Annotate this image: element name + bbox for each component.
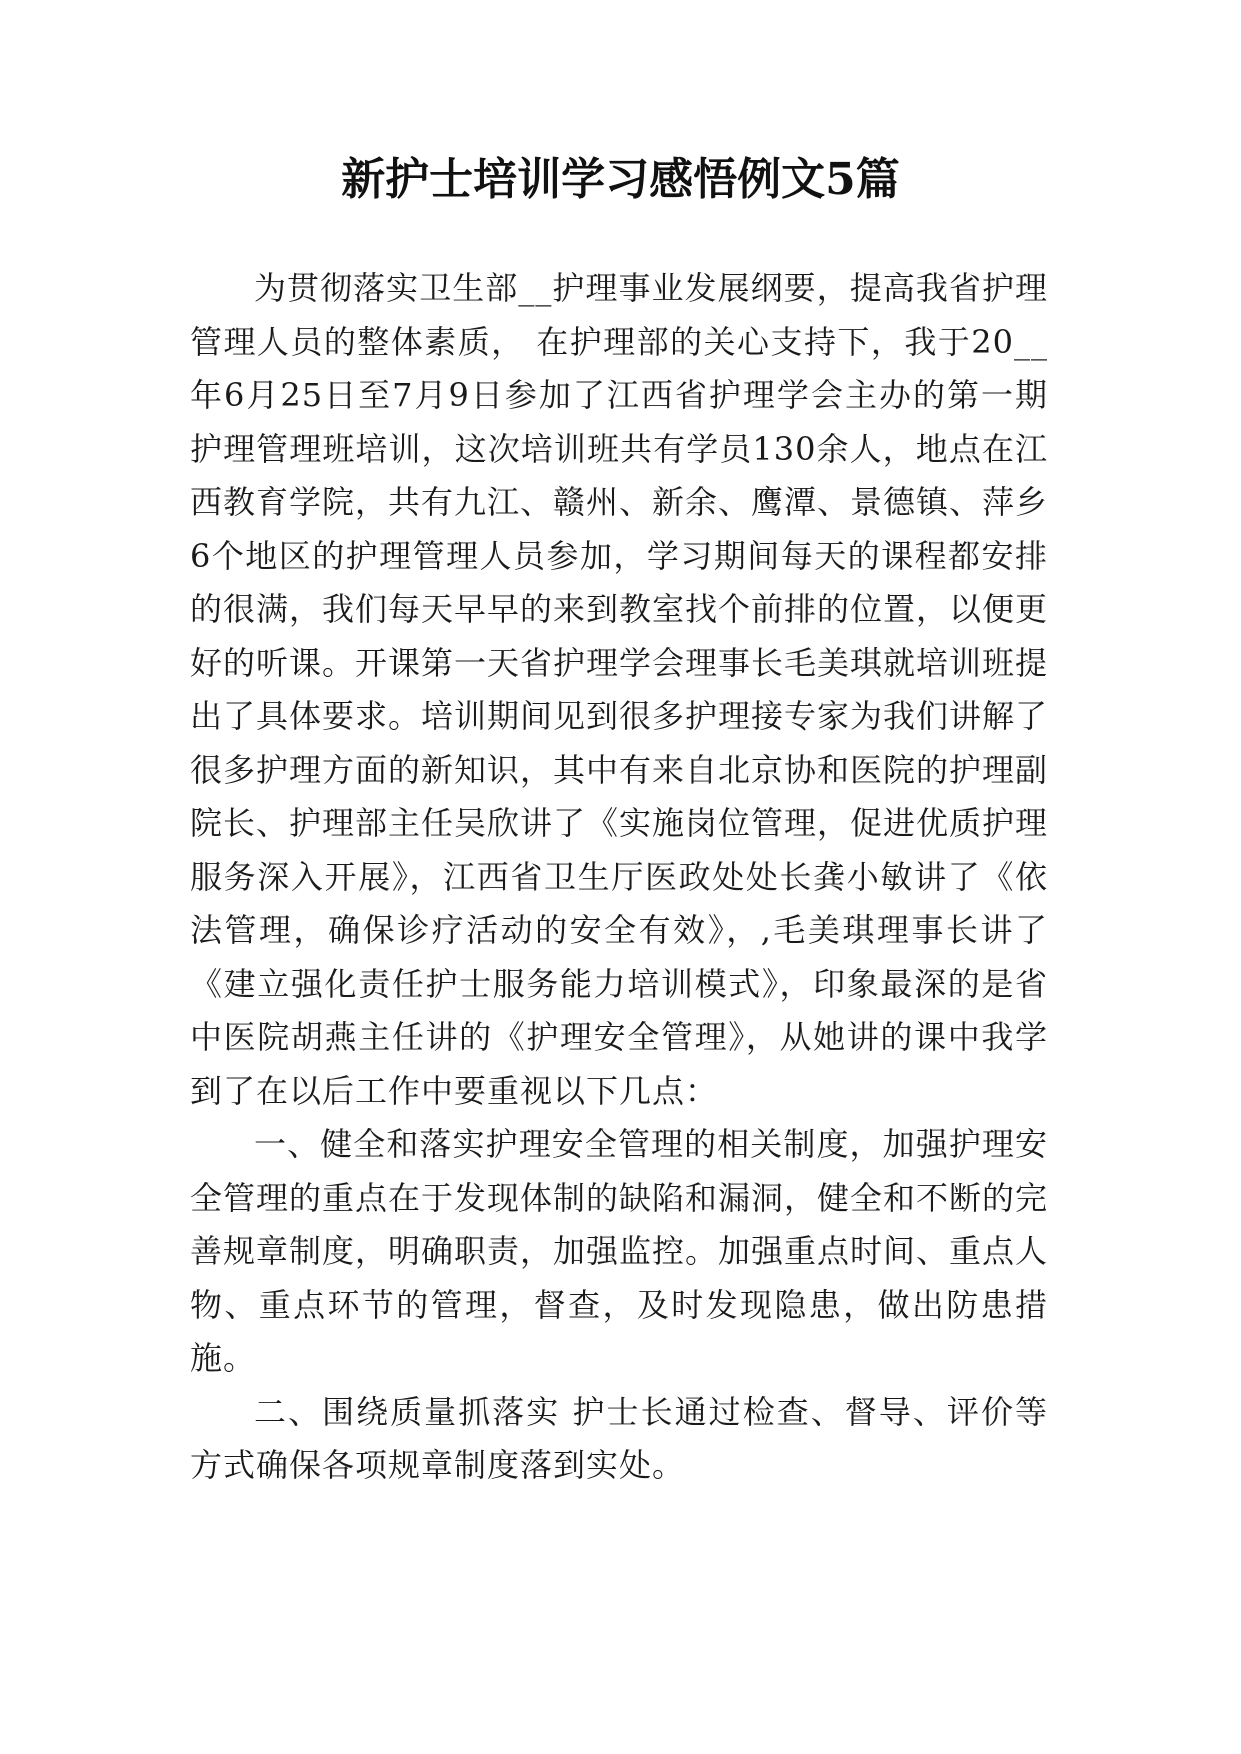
document-body — [190, 262, 1048, 1493]
paragraph-point-two: 二、围绕质量抓落实 护士长通过检查、督导、评价等方式确保各项规章制度落到实处。 — [190, 1392, 1048, 1484]
paragraph-point-one: 一、健全和落实护理安全管理的相关制度，加强护理安全管理的重点在于发现体制的缺陷和漏洞，健全和不断的完善规章制度，明确职责，加强监控。加强重点时间、重点人物、重点环节的管理，督查，及时发现隐患，做出防患措施。 — [190, 1125, 1049, 1377]
document-title: 新护士培训学习感悟例文5篇 — [341, 154, 900, 205]
paragraph-intro: 为贯彻落实卫生部__护理事业发展纲要，提高我省护理管理人员的整体素质， 在护理部的关心支持下，我于20__年6月25日至7月9日参加了江西省护理学会主办的第一期护理管理班培训，这次培训班共有学员130余人，地点在江西教育学院，共有九江、赣州、新余、鹰潭、景德镇、萍乡6个地区的护理管理人员参加，学习期间每天的课程都安排的很满，我们每天早早的来到教室找个前排的位置，以便更好的听课。开课第一天省护理学会理事长毛美琪就培训班提出了具体要求。培训期间见到很多护理接专家为我们讲解了很多护理方面的新知识，其中有来自北京协和医院的护理副院长、护理部主任吴欣讲了《实施岗位管理，促进优质护理服务深入开展》，江西省卫生厅医政处处长龚小敏讲了《依法管理，确保诊疗活动的安全有效》，,毛美琪理事长讲了《建立强化责任护士服务能力培训模式》，印象最深的是省中医院胡燕主任讲的《护理安全管理》，从她讲的课中我学到了在以后工作中要重视以下几点： — [190, 269, 1049, 1110]
